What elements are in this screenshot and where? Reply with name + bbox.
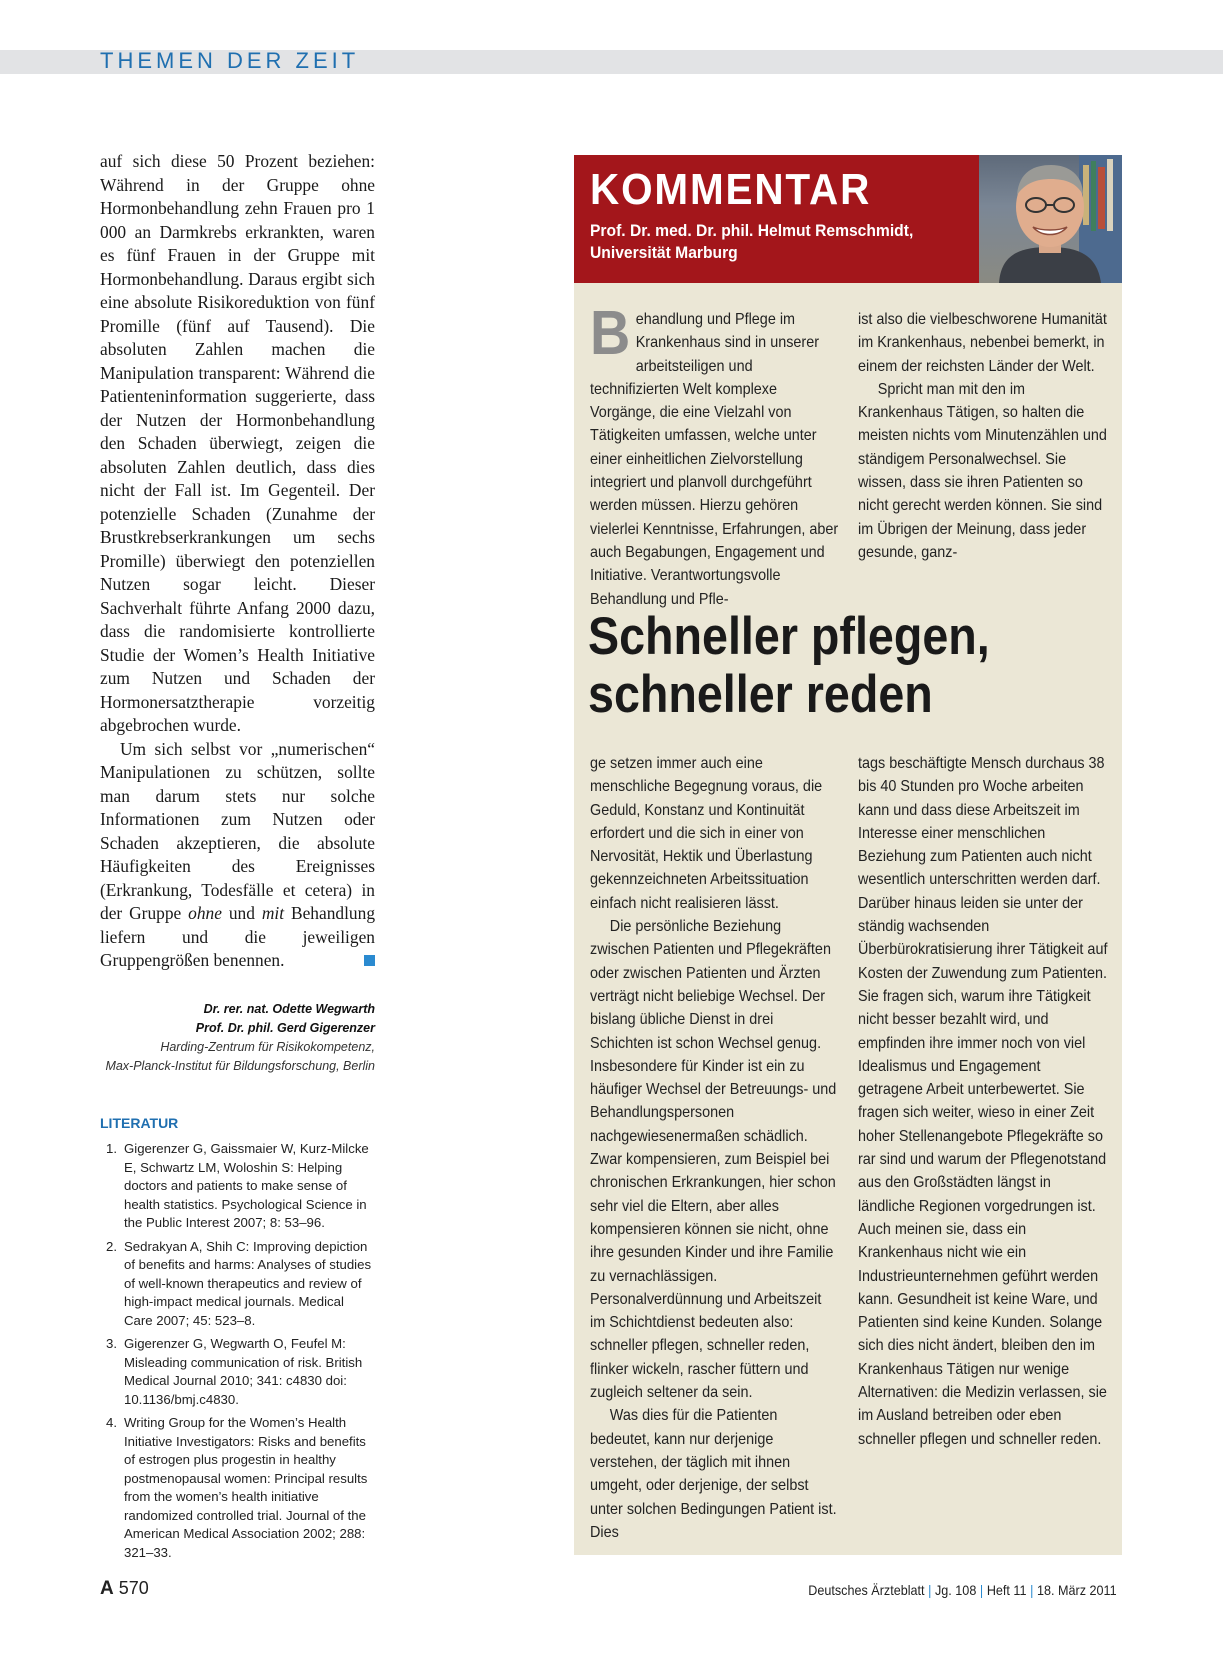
emphasis-ohne: ohne [188,903,222,923]
end-of-article-mark [364,955,375,966]
comment-column-1 [590,299,840,611]
comment-paragraph: ist also die vielbeschworene Humanität im Krankenhaus, nebenbei bemerkt, in einem der reichsten Länder der Welt. [858,311,1107,375]
comment-paragraph: ehandlung und Pflege im Krankenhaus sind in unserer arbeitsteiligen und technifizierten Welt komplexe Vorgänge, die eine Vielzahl von Tätigkeiten umfassen, welche unter einer einheitlichen Zielvorstellung integriert und planvoll durchgeführt werden müssen. Hierzu gehören vielerlei Kenntnisse, Erfahrungen, aber auch Begabungen, Engagement und Initiative. Verantwortungsvolle Behandlung und Pfle- [590,311,839,608]
author-name: Prof. Dr. phil. Gerd Gigerenzer [195,1021,375,1035]
separator: | [980,1582,984,1598]
journal-issue: Heft 11 [987,1582,1027,1598]
drop-cap: B [590,299,631,368]
journal-volume: Jg. 108 [935,1582,977,1598]
journal-footer [809,1582,1117,1598]
literature-number: 3. [106,1336,117,1351]
literature-number: 2. [106,1238,117,1254]
literature-text: Writing Group for the Women’s Health Initiative Investigators: Risks and benefits of estrogen plus progestin in healthy postmenopausal women: Principal results from the women’s health initiative randomized controlled trial. Journal of the American Medical Association 2002; 288: 321–33. [124,1415,368,1560]
section-title: THEMEN DER ZEIT [100,48,360,73]
portrait-illustration [979,155,1122,283]
separator: | [1030,1582,1034,1598]
literature-heading: LITERATUR [100,1115,179,1131]
literature-item [100,1414,375,1562]
text-segment: Behandlung liefern und die jeweiligen Gruppengrößen benennen. [100,903,376,970]
comment-paragraph: ge setzen immer auch eine menschliche Begegnung voraus, die Geduld, Konstanz und Kontinuität erfordert und die sich in einer von Nervosität, Hektik und Überlastung gekennzeichneten Arbeitssituation einfach nicht realisieren lässt. [590,755,823,912]
separator: | [928,1582,932,1598]
literature-text: Gigerenzer G, Gaissmaier W, Kurz-Milcke E, Schwartz LM, Woloshin S: Helping doctors and patients to make sense of health statistics. Psychological Science in the Public Interest 2007; 8: 53–96. [124,1141,369,1230]
page-prefix: A [100,1578,114,1599]
literature-number: 1. [106,1141,117,1156]
byline-name: Prof. Dr. med. Dr. phil. Helmut Remschmidt, [590,221,914,240]
byline-affiliation: Universität Marburg [590,243,738,262]
literature-item [100,1140,375,1233]
literature-text: Sedrakyan A, Shih C: Improving depiction of benefits and harms: Analyses of studies of well-known therapeutics and review of high-impact medical journals. Medical Care 2007; 45: 523–8. [124,1238,372,1328]
emphasis-mit: mit [261,903,285,923]
author-affiliation: Harding-Zentrum für Risikokompetenz, [160,1040,375,1054]
journal-date: 18. März 2011 [1037,1582,1117,1598]
literature-item [100,1335,375,1409]
comment-headline [588,608,1063,724]
comment-paragraph: Spricht man mit den im Krankenhaus Tätigen, so halten die meisten nichts vom Minutenzählen und ständigem Personalwechsel. Sie wissen, dass sie ihren Patienten so nicht gerecht werden können. Sie sind im Übrigen der Meinung, dass jeder gesunde, ganz- [858,380,1107,561]
author-name: Dr. rer. nat. Odette Wegwarth [203,1002,375,1016]
text-segment: Um sich selbst vor „numerischen“ Manipulationen zu schützen, sollte man darum stets nur solche Informationen zum Nutzen oder Schaden akzeptieren, die absolute Häufigkeiten des Ereignisses (Erkrankung, Todesfälle et cetera) in der Gruppe [100,738,375,923]
literature-number: 4. [106,1415,117,1430]
page-number-value: 570 [118,1578,149,1598]
body-paragraph: auf sich diese 50 Prozent beziehen: Während in der Gruppe ohne Hormonbehandlung zehn Frauen pro 1 000 an Darmkrebs erkrankten, waren es fünf Frauen in der Gruppe mit Hormonbehandlung. Daraus ergibt sich eine absolute Risikoreduktion von fünf Promille (fünf auf Tausend). Die absoluten Zahlen machen die Manipulation transparent: Während die Patienteninformation suggerierte, dass der Nutzen der Hormonbehandlung den Schaden überwiegt, zeigen die absoluten Zahlen deutlich, dass dies nicht der Fall ist. Im Gegenteil. Der potenzielle Schaden (Zunahme der Brustkrebserkrankungen um sechs Promille) überwiegt den potenziellen Nutzen sogar leicht. Dieser Sachverhalt führte Anfang 2000 dazu, dass die randomisierte kontrollierte Studie der Women’s Health Initiative zum Nutzen und Schaden der Hormonersatztherapie vorzeitig abgebrochen wurde. [100,151,375,735]
comment-byline [590,220,940,264]
comment-paragraph: tags beschäftigte Mensch durchaus 38 bis 40 Stunden pro Woche arbeiten kann und dass diese Arbeitszeit im Interesse einer menschlichen Beziehung zum Patienten auch nicht wesentlich unterschritten werden darf. Darüber hinaus leiden sie unter der ständig wachsenden Überbürokratisierung ihrer Tätigkeit auf Kosten der Zuwendung zum Patienten. Sie fragen sich, warum ihre Tätigkeit nicht besser bezahlt wird, und empfinden ihre immer noch von viel Idealismus und Engagement getragene Arbeit unterbewertet. Sie fragen sich weiter, wieso in einer Zeit hoher Stellenangebote Pflegekräfte so rar sind und warum der Pflegenotstand aus den Großstädten längst in ländliche Regionen vorgedrungen ist. Auch meinen sie, dass ein Krankenhaus nicht wie ein Industrieunternehmen geführt werden kann. Gesundheit ist keine Ware, und Patienten sind keine Kunden. Solange sich dies nicht ändert, bleiben den im Krankenhaus Tätigen nur wenige Alternativen: die Medizin verlassen, sie im Ausland betreiben oder eben schneller pflegen und schneller reden. [858,755,1108,1448]
headline-line: schneller reden [588,665,933,724]
author-portrait [979,155,1122,283]
author-block [95,1000,375,1076]
article-body-left [100,150,375,973]
comment-column-4 [858,752,1108,1451]
journal-name: Deutsches Ärzteblatt [808,1582,925,1598]
author-affiliation: Max-Planck-Institut für Bildungsforschung, Berlin [105,1059,375,1073]
page-number [100,1578,149,1600]
headline-line: Schneller pflegen, [588,607,990,666]
literature-item [100,1238,375,1331]
text-segment: und [221,903,262,923]
literature-text: Gigerenzer G, Wegwarth O, Feufel M: Misleading communication of risk. British Medical Journal 2010; 341: c4830 doi: 10.1136/bmj.c4830. [124,1336,363,1407]
literature-list [100,1140,375,1567]
comment-label: KOMMENTAR [590,165,872,214]
comment-column-2 [858,308,1108,564]
comment-paragraph: Was dies für die Patienten bedeutet, kann nur derjenige verstehen, der täglich mit ihnen umgeht, oder derjenige, der selbst unter solchen Bedingungen Patient ist. Dies [590,1407,837,1541]
body-paragraph-last [100,738,375,973]
comment-paragraph: Die persönliche Beziehung zwischen Patienten und Pflegekräften oder zwischen Patienten und Ärzten verträgt nicht beliebige Wechsel. Der bislang übliche Dienst in drei Schichten ist schon Wechsel genug. Insbesondere für Kinder ist ein zu häufiger Wechsel der Betreuungs- und Behandlungspersonen nachgewiesenermaßen schädlich. Zwar kompensieren, zum Beispiel bei chronischen Erkrankungen, hier schon sehr viel die Eltern, aber alles kompensieren können sie nicht, ohne ihre gesunden Kinder und ihre Familie zu vernachlässigen. Personalverdünnung und Arbeitszeit im Schichtdienst bedeuten also: schneller pflegen, schneller reden, flinker wickeln, rascher füttern und zugleich seltener da sein. [590,918,837,1402]
comment-column-3 [590,752,840,1544]
